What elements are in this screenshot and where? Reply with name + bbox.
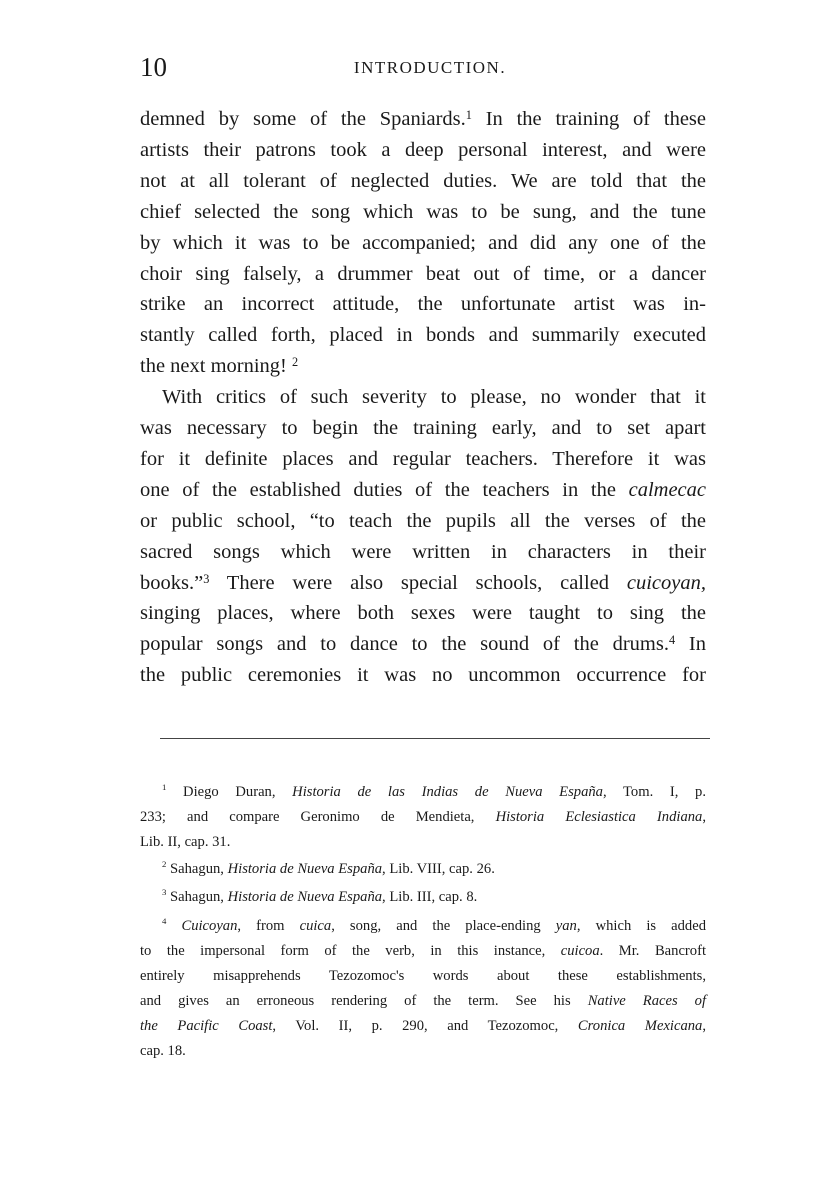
footnote-line: [162, 887, 706, 907]
footnote-marker: 3: [162, 887, 167, 897]
text-segment: was necessary to begin the training early, and to set apart: [140, 417, 706, 439]
body-line: [140, 415, 706, 441]
text-segment: strike an incorrect attitude, the unfortunate artist was in-: [140, 293, 706, 316]
text-segment: popular songs and to dance to the sound of the drums.: [140, 633, 669, 656]
text-segment: demned by some of the Spaniards.: [140, 108, 466, 130]
footnote-marker: 4: [162, 916, 167, 926]
italic-text: Historia Eclesiastica Indiana: [495, 809, 703, 825]
italic-text: yan: [555, 918, 577, 934]
text-segment: There were also special schools, called: [209, 571, 627, 594]
text-segment: entirely misapprehends Tezozomoc's words about these establishments,: [140, 968, 706, 984]
footnote-line: [162, 782, 706, 802]
footnote-marker: 1: [162, 782, 167, 792]
body-line: [140, 199, 706, 225]
italic-text: calmecac: [628, 478, 706, 501]
text-segment: Sahagun,: [166, 889, 228, 905]
text-segment: by which it was to be accompanied; and did any one of the: [140, 231, 706, 254]
text-segment: 233; and compare Geronimo de Mendieta,: [140, 809, 496, 825]
text-segment: Lib. II, cap. 31.: [140, 834, 231, 850]
body-line: [140, 508, 706, 534]
running-head: INTRODUCTION.: [353, 58, 507, 77]
text-segment: and gives an erroneous rendering of the term. See his: [140, 993, 588, 1009]
body-line: [140, 570, 706, 596]
text-segment: cap. 18.: [140, 1043, 186, 1059]
text-segment: ,: [702, 1018, 706, 1034]
footnote-rule: [160, 738, 710, 739]
text-segment: for it definite places and regular teachers. Therefore it was: [140, 447, 706, 470]
text-segment: to the impersonal form of the verb, in this instance,: [140, 943, 561, 959]
text-segment: the public ceremonies it was no uncommon occurrence for: [140, 664, 706, 687]
body-line: [140, 291, 706, 317]
body-line: [140, 539, 706, 565]
text-segment: , Lib. III, cap. 8.: [382, 889, 478, 905]
text-segment: , from: [237, 918, 300, 934]
page-number: 10: [140, 52, 167, 82]
text-segment: not at all tolerant of neglected duties. We are told that the: [140, 169, 706, 192]
text-segment: chief selected the song which was to be sung, and the tune: [140, 200, 706, 223]
text-segment: In the training of these: [471, 108, 706, 130]
footnote-marker: 2: [292, 355, 299, 370]
footnote-line: [140, 807, 706, 827]
italic-text: cuicoa: [560, 943, 600, 959]
body-line: [162, 384, 706, 410]
text-segment: Sahagun,: [166, 861, 228, 877]
footnote-marker: 3: [203, 571, 210, 586]
text-segment: , which is added: [576, 918, 706, 934]
body-line: [140, 261, 706, 287]
italic-text: Historia de las Indias de Nueva España: [292, 784, 603, 800]
text-segment: , song, and the place-ending: [331, 918, 556, 934]
text-segment: stantly called forth, placed in bonds and summarily executed: [140, 324, 706, 347]
footnote-line: [140, 966, 706, 986]
footnote-marker: 4: [668, 633, 676, 648]
italic-text: Historia de Nueva España: [227, 889, 383, 905]
body-line: [140, 230, 706, 256]
text-segment: . Mr. Bancroft: [599, 943, 706, 959]
text-segment: one of the established duties of the teachers in the: [140, 478, 629, 501]
italic-text: Native Races of: [587, 993, 706, 1009]
body-line: [140, 353, 706, 379]
footnote-line: [162, 916, 706, 936]
footnote-marker: 2: [162, 859, 167, 869]
text-segment: In: [675, 633, 707, 656]
text-segment: artists their patrons took a deep personal interest, and were: [140, 138, 706, 161]
text-segment: singing places, where both sexes were taught to sing the: [140, 602, 706, 625]
body-line: [140, 477, 706, 503]
footnote-line: [140, 941, 706, 961]
body-line: [140, 168, 706, 194]
text-segment: choir sing falsely, a drummer beat out of time, or a dancer: [140, 262, 706, 285]
italic-text: Cuicoyan: [181, 918, 238, 934]
footnote-line: [140, 1041, 706, 1061]
footnote-line: [140, 1016, 706, 1036]
italic-text: cuicoyan,: [626, 571, 706, 594]
body-line: [140, 631, 706, 657]
text-segment: sacred songs which were written in characters in their: [140, 540, 706, 563]
italic-text: the Pacific Coast: [140, 1018, 273, 1034]
text-segment: , Lib. VIII, cap. 26.: [382, 861, 495, 877]
footnote-line: [140, 991, 706, 1011]
text-segment: [166, 918, 181, 934]
body-line: [140, 137, 706, 163]
italic-text: cuica: [299, 918, 332, 934]
body-line: [140, 106, 706, 132]
text-segment: the next morning!: [140, 355, 293, 378]
text-segment: books.”: [140, 571, 204, 594]
body-line: [140, 322, 706, 348]
italic-text: Cronica Mexicana: [577, 1018, 703, 1034]
italic-text: Historia de Nueva España: [227, 861, 383, 877]
body-line: [140, 662, 706, 688]
text-segment: Diego Duran,: [166, 784, 293, 800]
text-segment: or public school, “to teach the pupils all the verses of the: [140, 509, 706, 532]
body-line: [140, 446, 706, 472]
footnote-marker: 1: [465, 108, 472, 122]
text-segment: , Tom. I, p.: [602, 784, 706, 800]
footnote-line: [162, 859, 706, 879]
text-segment: , Vol. II, p. 290, and Tezozomoc,: [272, 1018, 578, 1034]
footnote-line: [140, 832, 706, 852]
body-line: [140, 600, 706, 626]
text-segment: With critics of such severity to please, no wonder that it: [162, 386, 706, 409]
text-segment: ,: [702, 809, 706, 825]
